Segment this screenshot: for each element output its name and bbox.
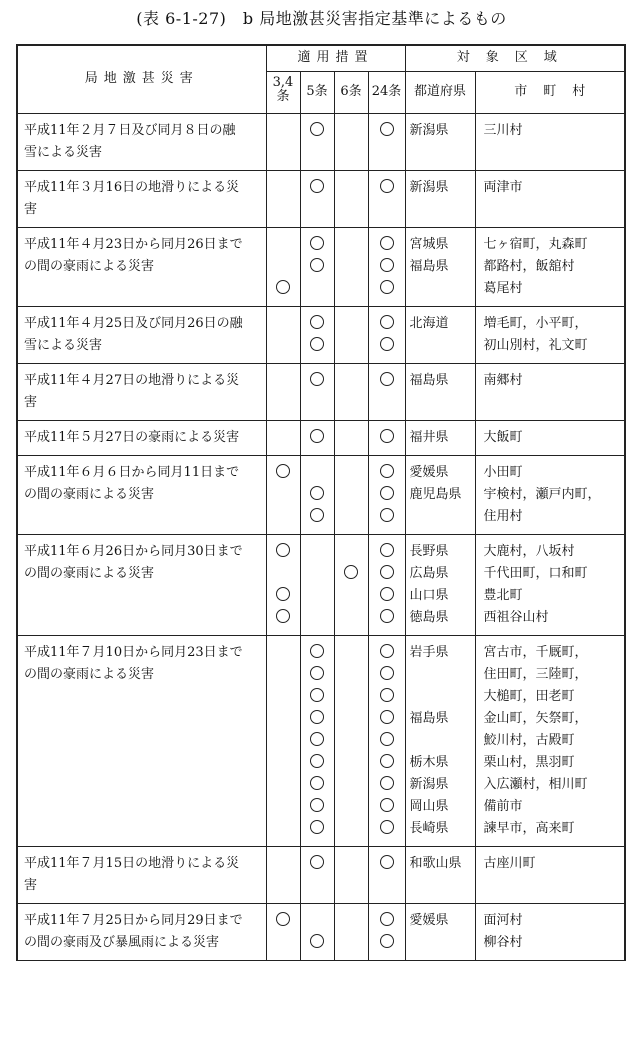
measure-col-5-cell xyxy=(300,635,334,846)
municipality-name: 備前市 xyxy=(483,798,523,814)
prefecture-name xyxy=(406,506,475,528)
disaster-name-cell xyxy=(17,455,266,534)
prefecture-name: 栃木県 xyxy=(409,754,449,770)
disaster-name-line: 平成11年４月23日から同月26日まで xyxy=(24,236,243,252)
applied-circle-mark xyxy=(310,179,324,193)
prefecture-name: 長崎県 xyxy=(409,820,449,836)
applied-circle-mark xyxy=(276,609,290,623)
prefecture-cell xyxy=(405,635,475,846)
measure-col-5-cell xyxy=(300,227,334,306)
applied-circle-mark xyxy=(380,543,394,557)
prefecture-name xyxy=(406,932,475,954)
prefecture-name: 福島県 xyxy=(409,710,449,726)
applied-circle-mark xyxy=(310,855,324,869)
prefecture-name xyxy=(406,730,475,752)
disaster-name-cell xyxy=(17,170,266,227)
table-row xyxy=(17,846,625,903)
applied-circle-mark xyxy=(310,644,324,658)
disaster-name-cell xyxy=(17,903,266,960)
municipality-name: 古座川町 xyxy=(483,855,536,871)
disaster-name-cell xyxy=(17,420,266,455)
measure-col-6-cell xyxy=(334,306,368,363)
prefecture-name: 北海道 xyxy=(409,315,449,331)
municipality-name: 入広瀬村，相川町 xyxy=(483,776,588,792)
prefecture-name: 新潟県 xyxy=(409,776,449,792)
municipality-cell xyxy=(475,363,625,420)
municipality-name: 宇検村，瀬戸内町， xyxy=(483,486,601,502)
measure-col-6-cell xyxy=(334,227,368,306)
table-row xyxy=(17,170,625,227)
measure-col-24-cell xyxy=(368,846,405,903)
municipality-name: 両津市 xyxy=(483,179,523,195)
applied-circle-mark xyxy=(276,912,290,926)
measure-col-5-cell xyxy=(300,113,334,170)
municipality-cell xyxy=(475,846,625,903)
prefecture-cell xyxy=(405,227,475,306)
applied-circle-mark xyxy=(380,429,394,443)
disaster-name-line: の間の豪雨による災害 xyxy=(24,258,155,274)
applied-circle-mark xyxy=(380,486,394,500)
disaster-name-line: 平成11年５月27日の豪雨による災害 xyxy=(24,429,240,445)
disaster-name-cell xyxy=(17,227,266,306)
measure-col-24-cell xyxy=(368,227,405,306)
disaster-name-cell xyxy=(17,846,266,903)
measure-col-24-cell xyxy=(368,363,405,420)
applied-circle-mark xyxy=(310,934,324,948)
measure-col-6-cell xyxy=(334,455,368,534)
applied-circle-mark xyxy=(310,122,324,136)
applied-circle-mark xyxy=(380,912,394,926)
measure-col-6-cell xyxy=(334,534,368,635)
measure-col-5-cell xyxy=(300,534,334,635)
prefecture-name: 広島県 xyxy=(409,565,449,581)
prefecture-cell xyxy=(405,170,475,227)
disaster-name-line: 平成11年７月25日から同月29日まで xyxy=(24,912,243,928)
measure-col-5-cell xyxy=(300,903,334,960)
measure-col-34-cell xyxy=(266,420,300,455)
table-row xyxy=(17,534,625,635)
applied-circle-mark xyxy=(310,710,324,724)
applied-circle-mark xyxy=(310,798,324,812)
disaster-name-line: 平成11年４月25日及び同月26日の融 xyxy=(24,315,243,331)
applied-circle-mark xyxy=(310,732,324,746)
prefecture-name: 新潟県 xyxy=(409,179,449,195)
table-row xyxy=(17,903,625,960)
disaster-name-line: の間の豪雨による災害 xyxy=(24,565,155,581)
disaster-name-cell xyxy=(17,113,266,170)
prefecture-name: 福井県 xyxy=(409,429,449,445)
measure-col-6-cell xyxy=(334,170,368,227)
disaster-name-line: 害 xyxy=(24,877,38,893)
prefecture-name: 岡山県 xyxy=(409,798,449,814)
prefecture-name: 長野県 xyxy=(409,543,449,559)
disaster-name-line: 平成11年３月16日の地滑りによる災 xyxy=(24,179,240,195)
applied-circle-mark xyxy=(310,688,324,702)
disaster-name-line: の間の豪雨及び暴風雨による災害 xyxy=(24,934,220,950)
municipality-name: 千代田町，口和町 xyxy=(483,565,588,581)
measure-col-24-cell xyxy=(368,113,405,170)
table-row xyxy=(17,420,625,455)
disaster-name-line: 平成11年４月27日の地滑りによる災 xyxy=(24,372,240,388)
prefecture-name xyxy=(406,664,475,686)
measure-col-34-cell xyxy=(266,170,300,227)
municipality-name: 葛尾村 xyxy=(483,280,523,296)
applied-circle-mark xyxy=(310,754,324,768)
municipality-cell xyxy=(475,227,625,306)
disaster-name-cell xyxy=(17,306,266,363)
table-title: (表 6-1-27) b 局地激甚災害指定基準によるもの xyxy=(136,9,507,28)
prefecture-cell xyxy=(405,455,475,534)
municipality-name: 三川村 xyxy=(483,122,523,138)
disaster-table xyxy=(16,44,626,961)
prefecture-cell xyxy=(405,306,475,363)
applied-circle-mark xyxy=(310,666,324,680)
applied-circle-mark xyxy=(380,236,394,250)
disaster-name-line: 雪による災害 xyxy=(24,144,103,160)
applied-circle-mark xyxy=(344,565,358,579)
measure-col-5-cell xyxy=(300,363,334,420)
prefecture-name: 新潟県 xyxy=(409,122,449,138)
measure-col-34-cell xyxy=(266,534,300,635)
measure-col-34-cell xyxy=(266,363,300,420)
header-col-5: 5条 xyxy=(300,71,334,113)
measure-col-6-cell xyxy=(334,846,368,903)
applied-circle-mark xyxy=(380,315,394,329)
measure-col-6-cell xyxy=(334,903,368,960)
prefecture-name xyxy=(406,335,475,357)
applied-circle-mark xyxy=(276,464,290,478)
disaster-name-line: 平成11年６月６日から同月11日まで xyxy=(24,464,240,480)
table-row xyxy=(17,635,625,846)
prefecture-name: 和歌山県 xyxy=(409,855,462,871)
municipality-name: 柳谷村 xyxy=(483,934,523,950)
municipality-name: 七ヶ宿町，丸森町 xyxy=(483,236,588,252)
applied-circle-mark xyxy=(310,486,324,500)
applied-circle-mark xyxy=(276,280,290,294)
measure-col-24-cell xyxy=(368,534,405,635)
applied-circle-mark xyxy=(310,776,324,790)
measure-col-24-cell xyxy=(368,455,405,534)
disaster-name-line: 平成11年７月15日の地滑りによる災 xyxy=(24,855,240,871)
disaster-name-line: 害 xyxy=(24,394,38,410)
measure-col-34-cell xyxy=(266,455,300,534)
applied-circle-mark xyxy=(380,688,394,702)
municipality-cell xyxy=(475,534,625,635)
municipality-name: 宮古市，千厩町， xyxy=(483,644,588,660)
measure-col-6-cell xyxy=(334,420,368,455)
applied-circle-mark xyxy=(276,543,290,557)
prefecture-name: 愛媛県 xyxy=(409,912,449,928)
measure-col-34-cell xyxy=(266,306,300,363)
disaster-name-line: 平成11年２月７日及び同月８日の融 xyxy=(24,122,236,138)
measure-col-34-cell xyxy=(266,227,300,306)
municipality-name: 金山町，矢祭町， xyxy=(483,710,588,726)
applied-circle-mark xyxy=(380,798,394,812)
municipality-name: 面河村 xyxy=(483,912,523,928)
applied-circle-mark xyxy=(310,315,324,329)
municipality-cell xyxy=(475,455,625,534)
municipality-cell xyxy=(475,306,625,363)
applied-circle-mark xyxy=(380,587,394,601)
applied-circle-mark xyxy=(380,732,394,746)
municipality-name: 鮫川村，古殿町 xyxy=(483,732,575,748)
table-row xyxy=(17,455,625,534)
measure-col-24-cell xyxy=(368,306,405,363)
municipality-name: 南郷村 xyxy=(483,372,523,388)
measure-col-5-cell xyxy=(300,420,334,455)
municipality-name: 都路村，飯舘村 xyxy=(483,258,575,274)
municipality-name: 西祖谷山村 xyxy=(483,609,549,625)
header-col-city: 市 町 村 xyxy=(475,71,625,113)
disaster-name-line: の間の豪雨による災害 xyxy=(24,666,155,682)
measure-col-5-cell xyxy=(300,455,334,534)
prefecture-name: 愛媛県 xyxy=(409,464,449,480)
municipality-name: 大飯町 xyxy=(483,429,523,445)
disaster-name-line: 雪による災害 xyxy=(24,337,103,353)
applied-circle-mark xyxy=(276,587,290,601)
prefecture-cell xyxy=(405,534,475,635)
applied-circle-mark xyxy=(380,644,394,658)
measure-col-5-cell xyxy=(300,306,334,363)
prefecture-name: 山口県 xyxy=(409,587,449,603)
measure-col-6-cell xyxy=(334,363,368,420)
disaster-name-cell xyxy=(17,363,266,420)
prefecture-cell xyxy=(405,363,475,420)
disaster-name-line: の間の豪雨による災害 xyxy=(24,486,155,502)
measure-col-34-cell xyxy=(266,113,300,170)
disaster-name-line: 平成11年６月26日から同月30日まで xyxy=(24,543,243,559)
municipality-name: 増毛町，小平町， xyxy=(483,315,588,331)
table-row xyxy=(17,306,625,363)
municipality-name: 大鹿村，八坂村 xyxy=(483,543,575,559)
applied-circle-mark xyxy=(380,754,394,768)
disaster-name-cell xyxy=(17,534,266,635)
disaster-name-line: 害 xyxy=(24,201,38,217)
applied-circle-mark xyxy=(380,776,394,790)
prefecture-name: 宮城県 xyxy=(409,236,449,252)
applied-circle-mark xyxy=(310,372,324,386)
measure-col-34-cell xyxy=(266,903,300,960)
applied-circle-mark xyxy=(380,122,394,136)
header-target: 対象区域 xyxy=(405,45,625,71)
municipality-name: 初山別村，礼文町 xyxy=(483,337,588,353)
applied-circle-mark xyxy=(380,820,394,834)
applied-circle-mark xyxy=(380,508,394,522)
header-col-24: 24条 xyxy=(368,71,405,113)
prefecture-name xyxy=(406,278,475,300)
header-col-6: 6条 xyxy=(334,71,368,113)
header-disaster: 局地激甚災害 xyxy=(17,45,266,113)
disaster-name-line: 平成11年７月10日から同月23日まで xyxy=(24,644,243,660)
measure-col-34-cell xyxy=(266,846,300,903)
disaster-name-cell xyxy=(17,635,266,846)
applied-circle-mark xyxy=(380,609,394,623)
measure-col-24-cell xyxy=(368,170,405,227)
applied-circle-mark xyxy=(310,337,324,351)
measure-col-5-cell xyxy=(300,170,334,227)
header-measures: 適用措置 xyxy=(266,45,405,71)
measure-col-34-cell xyxy=(266,635,300,846)
prefecture-name: 徳島県 xyxy=(409,609,449,625)
measure-col-24-cell xyxy=(368,635,405,846)
table-row xyxy=(17,113,625,170)
prefecture-name: 福島県 xyxy=(409,258,449,274)
municipality-cell xyxy=(475,170,625,227)
prefecture-name: 福島県 xyxy=(409,372,449,388)
measure-col-6-cell xyxy=(334,635,368,846)
applied-circle-mark xyxy=(380,179,394,193)
applied-circle-mark xyxy=(380,666,394,680)
prefecture-cell xyxy=(405,903,475,960)
municipality-cell xyxy=(475,420,625,455)
municipality-name: 栗山村，黒羽町 xyxy=(483,754,575,770)
applied-circle-mark xyxy=(380,337,394,351)
municipality-name: 大槌町，田老町 xyxy=(483,688,575,704)
prefecture-name xyxy=(406,686,475,708)
municipality-name: 小田町 xyxy=(483,464,523,480)
applied-circle-mark xyxy=(310,429,324,443)
measure-col-24-cell xyxy=(368,420,405,455)
applied-circle-mark xyxy=(380,565,394,579)
prefecture-cell xyxy=(405,846,475,903)
applied-circle-mark xyxy=(380,934,394,948)
applied-circle-mark xyxy=(380,710,394,724)
prefecture-cell xyxy=(405,113,475,170)
header-col-34: 3,4 条 xyxy=(266,71,300,113)
applied-circle-mark xyxy=(380,464,394,478)
applied-circle-mark xyxy=(310,508,324,522)
municipality-cell xyxy=(475,635,625,846)
applied-circle-mark xyxy=(380,855,394,869)
table-row xyxy=(17,363,625,420)
applied-circle-mark xyxy=(310,258,324,272)
measure-col-24-cell xyxy=(368,903,405,960)
municipality-cell xyxy=(475,903,625,960)
measure-col-6-cell xyxy=(334,113,368,170)
applied-circle-mark xyxy=(380,280,394,294)
measure-col-5-cell xyxy=(300,846,334,903)
header-col-pref: 都道府県 xyxy=(405,71,475,113)
municipality-name: 諫早市，高来町 xyxy=(483,820,575,836)
municipality-name: 豊北町 xyxy=(483,587,523,603)
prefecture-name: 岩手県 xyxy=(409,644,449,660)
applied-circle-mark xyxy=(310,820,324,834)
municipality-cell xyxy=(475,113,625,170)
applied-circle-mark xyxy=(310,236,324,250)
applied-circle-mark xyxy=(380,372,394,386)
table-row xyxy=(17,227,625,306)
municipality-name: 住用村 xyxy=(483,508,523,524)
applied-circle-mark xyxy=(380,258,394,272)
prefecture-name: 鹿児島県 xyxy=(409,486,462,502)
prefecture-cell xyxy=(405,420,475,455)
municipality-name: 住田町，三陸町， xyxy=(483,666,588,682)
